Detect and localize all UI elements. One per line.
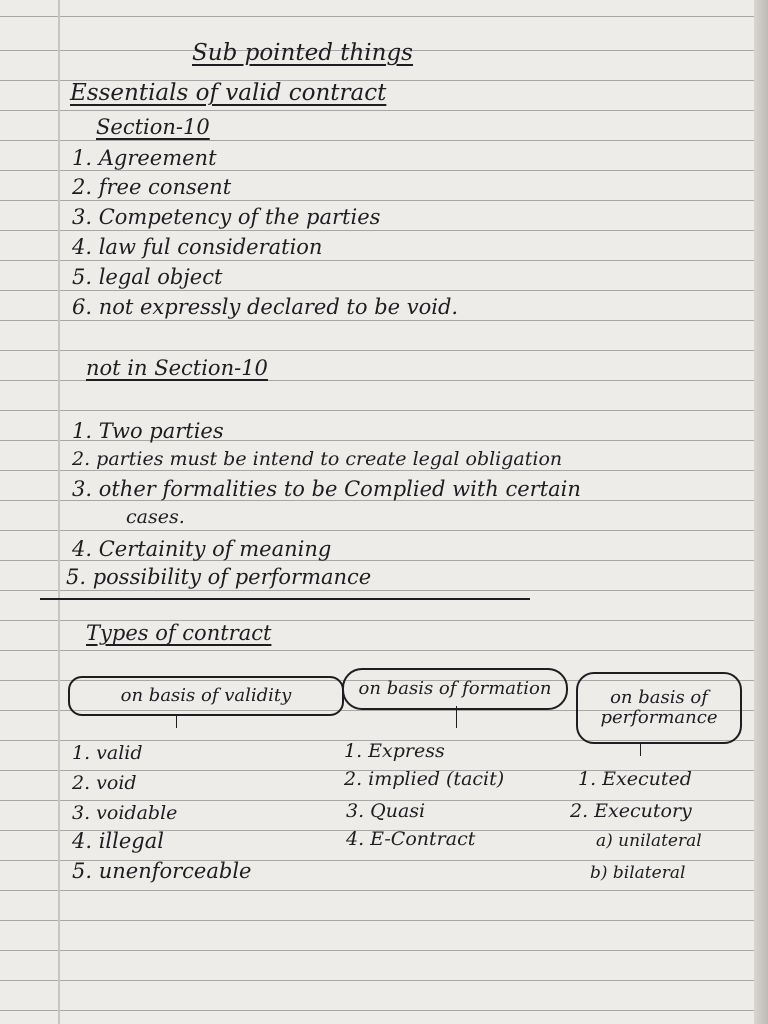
performance-subitem: a) unilateral <box>596 831 702 851</box>
section10-item: 3. Competency of the parties <box>72 205 381 229</box>
essentials-heading: Essentials of valid contract <box>70 80 387 106</box>
formation-item: 4. E-Contract <box>346 828 476 850</box>
performance-item: 1. Executed <box>578 768 692 790</box>
page-title: Sub pointed things <box>192 40 413 66</box>
section10-item: 2. free consent <box>72 175 232 199</box>
performance-item: 2. Executory <box>570 800 692 822</box>
section10-item: 6. not expressly declared to be void. <box>72 295 459 319</box>
validity-item: 2. void <box>72 772 137 794</box>
performance-connector <box>640 744 641 756</box>
not-section10-item: 4. Certainity of meaning <box>72 537 332 561</box>
performance-box: on basis of performance <box>576 672 742 744</box>
not-section10-item: 3. other formalities to be Complied with certain <box>72 477 581 501</box>
validity-box: on basis of validity <box>68 676 344 716</box>
performance-subitem: b) bilateral <box>590 863 686 883</box>
validity-item: 3. voidable <box>72 802 178 824</box>
not-section10-item: 2. parties must be intend to create legal obligation <box>72 448 563 470</box>
validity-item: 5. unenforceable <box>72 859 252 883</box>
section10-item: 5. legal object <box>72 265 223 289</box>
page-edge <box>754 0 768 1024</box>
formation-connector <box>456 706 457 728</box>
not-section10-item-continued: cases. <box>126 506 185 528</box>
validity-item: 1. valid <box>72 742 143 764</box>
formation-item: 1. Express <box>344 740 445 762</box>
not-section10-heading: not in Section-10 <box>86 356 268 380</box>
formation-item: 2. implied (tacit) <box>344 768 505 790</box>
validity-item: 4. illegal <box>72 829 164 853</box>
section10-item: 4. law ful consideration <box>72 235 323 259</box>
types-heading: Types of contract <box>86 621 272 645</box>
section10-heading: Section-10 <box>96 115 210 139</box>
not-section10-item: 1. Two parties <box>72 419 224 443</box>
formation-box: on basis of formation <box>342 668 568 710</box>
not-section10-item: 5. possibility of performance <box>66 565 372 589</box>
validity-connector <box>176 714 177 728</box>
formation-item: 3. Quasi <box>346 800 426 822</box>
section10-item: 1. Agreement <box>72 146 217 170</box>
divider-rule <box>40 598 530 600</box>
